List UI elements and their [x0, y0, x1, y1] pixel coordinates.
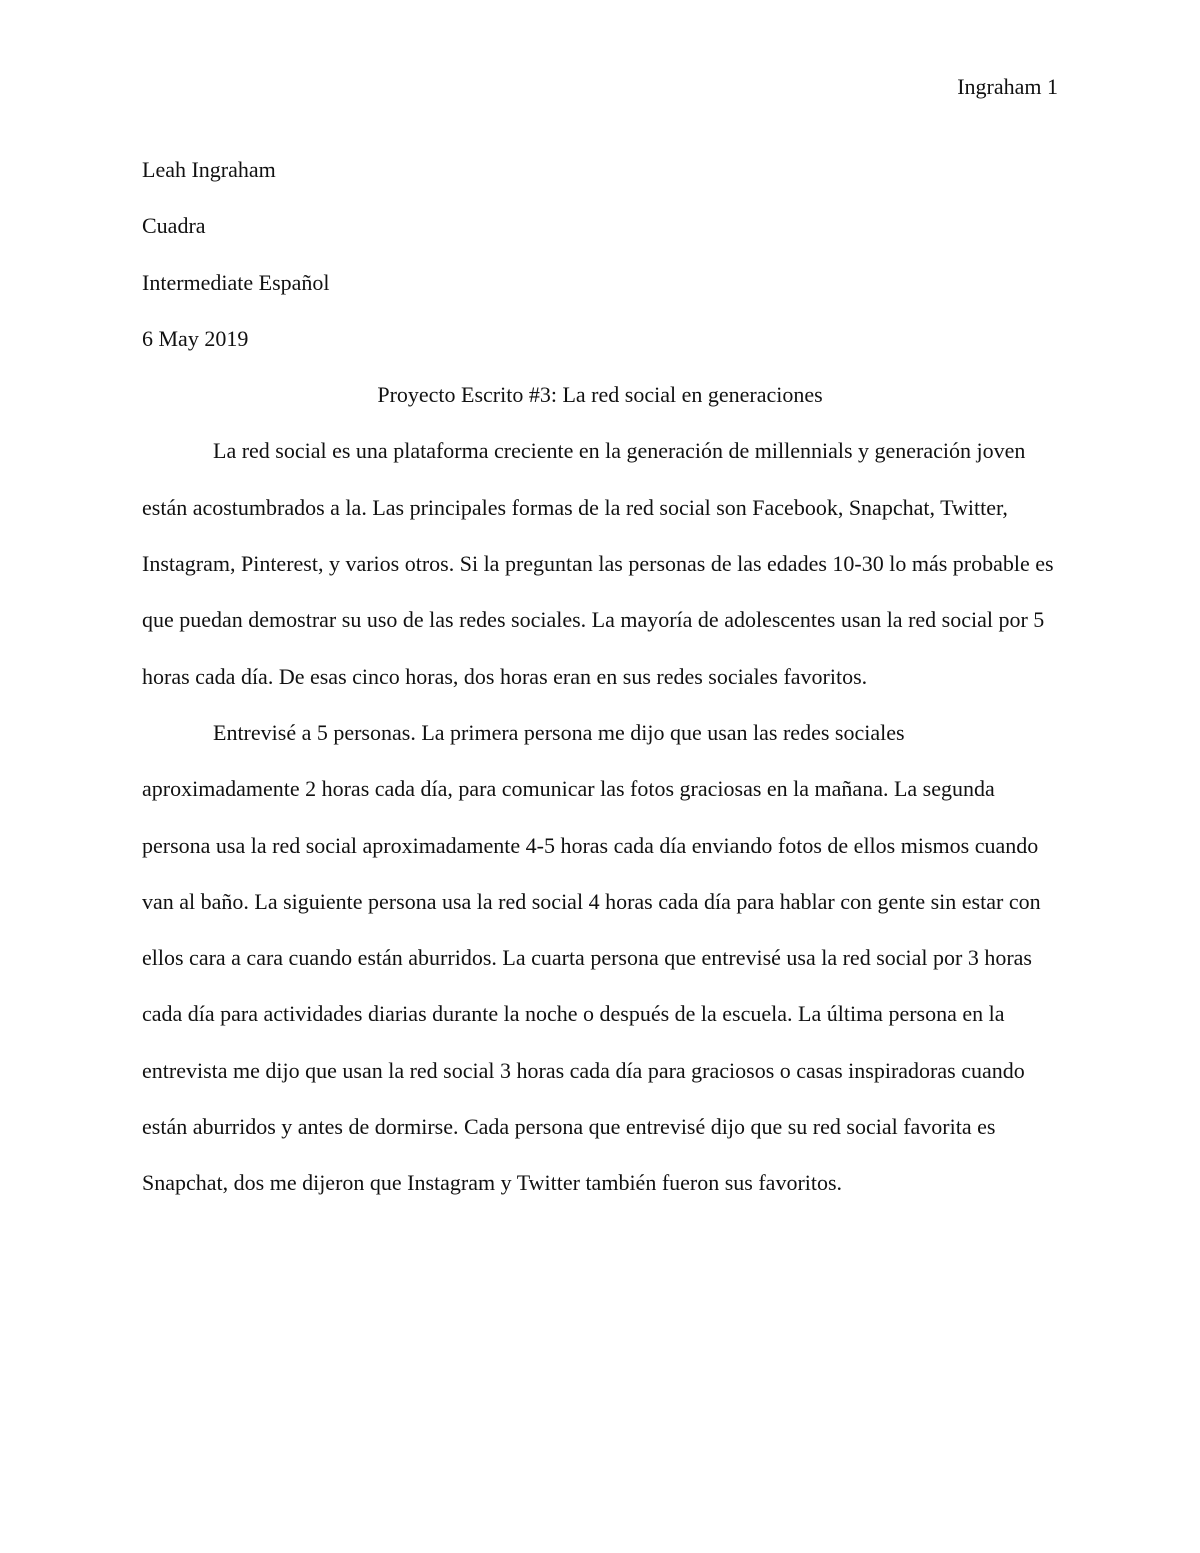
- paragraph-1: La red social es una plataforma creciente en la generación de millennials y generación joven están acostumbrados a la. Las principales formas de la red social son Facebook, Snapchat, Twitter, Instagram, Pinterest, y varios otros. Si la preguntan las personas de las edades 10-30 lo más probable es que puedan demostrar su uso de las redes sociales. La mayoría de adolescentes usan la red social por 5 horas cada día. De esas cinco horas, dos horas eran en sus redes sociales favoritos.: [142, 438, 1054, 689]
- document-title: Proyecto Escrito #3: La red social en generaciones: [377, 382, 823, 408]
- document-date: 6 May 2019: [142, 325, 249, 351]
- instructor-name: Cuadra: [142, 213, 206, 239]
- course-name: Intermediate Español: [142, 269, 330, 295]
- document-body: [142, 142, 1058, 1212]
- author-name: Leah Ingraham: [142, 157, 276, 182]
- paragraph-2: Entrevisé a 5 personas. La primera persona me dijo que usan las redes sociales aproximadamente 2 horas cada día, para comunicar las fotos graciosas en la mañana. La segunda persona usa la red social aproximadamente 4-5 horas cada día enviando fotos de ellos mismos cuando van al baño. La siguiente persona usa la red social 4 horas cada día para hablar con gente sin estar con ellos cara a cara cuando están aburridos. La cuarta persona que entrevisé usa la red social por 3 horas cada día para actividades diarias durante la noche o después de la escuela. La última persona en la entrevista me dijo que usan la red social 3 horas cada día para graciosos o casas inspiradoras cuando están aburridos y antes de dormirse. Cada persona que entrevisé dijo que su red social favorita es Snapchat, dos me dijeron que Instagram y Twitter también fueron sus favoritos.: [142, 719, 1041, 1196]
- running-head: Ingraham 1: [957, 74, 1058, 99]
